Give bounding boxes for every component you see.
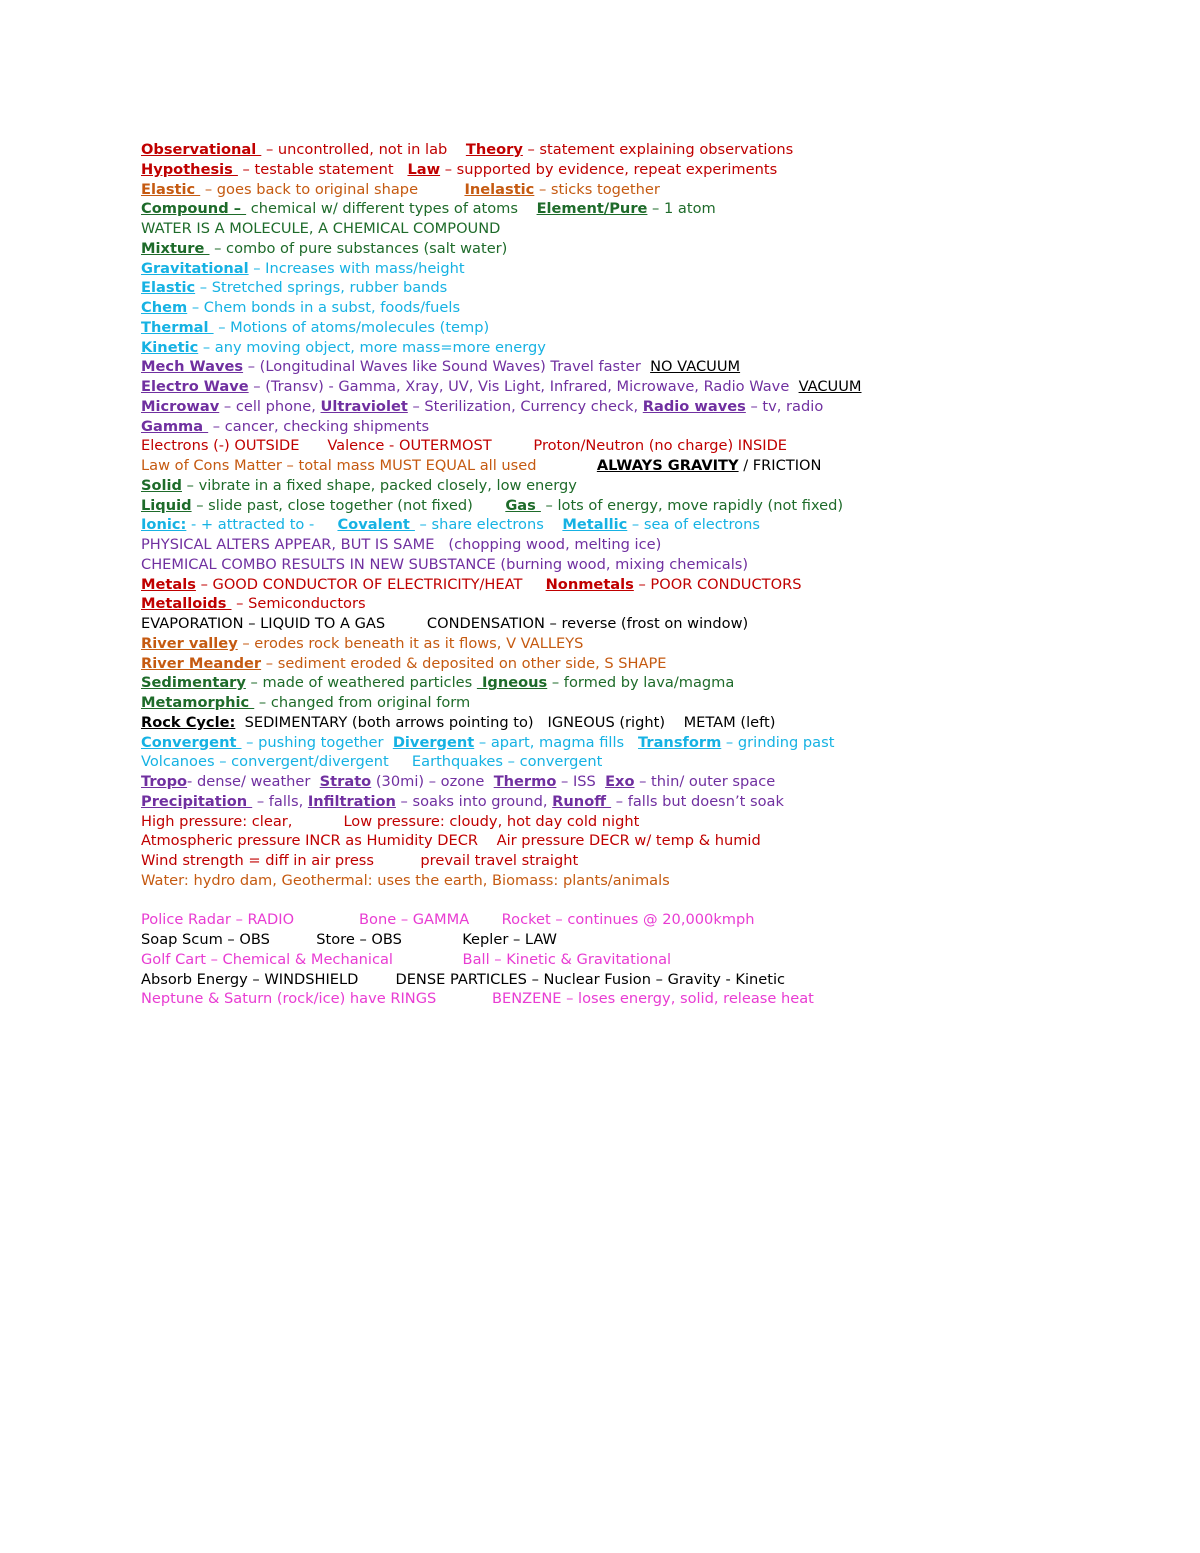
term-label: Metals: [141, 575, 196, 593]
note-line: [141, 476, 1141, 496]
note-text: Law of Cons Matter – total mass MUST EQUAL all used: [141, 457, 597, 474]
note-text: – Increases with mass/height: [248, 259, 465, 277]
term-label: Elastic: [141, 279, 196, 297]
note-text: – thin/ outer space: [634, 773, 776, 790]
note-line: [141, 772, 1141, 792]
term-label: Mixture: [141, 239, 210, 257]
note-line: [141, 752, 1141, 772]
note-text: WATER IS A MOLECULE, A CHEMICAL COMPOUND: [141, 220, 501, 237]
note-line: [141, 930, 1141, 950]
note-line: [141, 377, 1141, 397]
note-text: – GOOD CONDUCTOR OF ELECTRICITY/HEAT: [195, 575, 546, 593]
term-label: Electro Wave: [141, 378, 249, 395]
note-text: – (Longitudinal Waves like Sound Waves) Travel faster: [243, 358, 651, 376]
note-text: Police Radar – RADIO Bone – GAMMA Rocket – continues @ 20,000kmph: [141, 911, 755, 929]
term-label: Gravitational: [141, 259, 249, 277]
term-label: Convergent: [141, 733, 242, 751]
note-text: Absorb Energy – WINDSHIELD DENSE PARTICLES – Nuclear Fusion – Gravity - Kinetic: [141, 970, 786, 988]
term-label: Theory: [465, 141, 523, 158]
term-label: Compound –: [141, 200, 247, 218]
note-text: VACUUM: [798, 378, 862, 395]
note-text: – goes back to original shape: [200, 180, 465, 198]
note-text: – cell phone,: [219, 397, 321, 415]
term-label: Observational: [141, 141, 262, 158]
note-line: [141, 239, 1141, 259]
term-label: Nonmetals: [545, 575, 634, 593]
note-line: [141, 496, 1141, 516]
note-line: [141, 812, 1141, 832]
note-text: – (Transv) - Gamma, Xray, UV, Vis Light, Infrared, Microwave, Radio Wave: [248, 378, 799, 395]
term-label: Thermo: [493, 773, 557, 790]
note-text: – sediment eroded & deposited on other side, S SHAPE: [261, 654, 667, 672]
note-line: [141, 634, 1141, 654]
term-label: Metamorphic: [141, 694, 255, 711]
blank-line: [141, 891, 1141, 911]
term-label: River valley: [141, 634, 238, 652]
note-line: [141, 298, 1141, 318]
term-label: ALWAYS GRAVITY: [596, 457, 739, 474]
term-label: Sedimentary: [141, 674, 246, 692]
note-line: [141, 555, 1141, 575]
note-text: – Chem bonds in a subst, foods/fuels: [187, 299, 461, 316]
term-label: Precipitation: [141, 792, 253, 810]
note-text: (30mi) – ozone: [371, 773, 494, 790]
note-line: [141, 614, 1141, 634]
note-text: – Semiconductors: [231, 595, 366, 613]
note-text: Water: hydro dam, Geothermal: uses the earth, Biomass: plants/animals: [141, 871, 670, 889]
term-label: Strato: [319, 773, 372, 790]
note-text: NO VACUUM: [650, 358, 741, 376]
term-label: Ultraviolet: [320, 397, 408, 415]
note-text: – Sterilization, Currency check,: [407, 397, 643, 415]
term-label: Elastic: [141, 180, 201, 198]
note-text: – share electrons: [414, 516, 563, 534]
note-line: [141, 950, 1141, 970]
note-text: – falls but doesn’t soak: [611, 792, 784, 810]
note-text: – POOR CONDUCTORS: [633, 575, 802, 593]
note-line: [141, 851, 1141, 871]
note-line: [141, 397, 1141, 417]
note-text: Wind strength = diff in air press prevail travel straight: [141, 852, 579, 869]
note-line: [141, 673, 1141, 693]
note-line: [141, 575, 1141, 595]
note-line: [141, 180, 1141, 200]
term-label: Metallic: [562, 516, 628, 534]
note-text: – statement explaining observations: [522, 141, 794, 158]
term-label: Igneous: [476, 674, 548, 692]
term-label: Transform: [638, 733, 722, 751]
term-label: Kinetic: [141, 338, 199, 356]
note-text: / FRICTION: [738, 457, 822, 474]
note-text: – cancer, checking shipments: [208, 417, 430, 435]
term-label: Solid: [141, 476, 182, 494]
term-label: Exo: [605, 773, 635, 790]
note-text: PHYSICAL ALTERS APPEAR, BUT IS SAME (chopping wood, melting ice): [141, 536, 662, 553]
note-line: [141, 910, 1141, 930]
note-text: – soaks into ground,: [395, 792, 553, 810]
note-text: EVAPORATION – LIQUID TO A GAS CONDENSATION – reverse (frost on window): [141, 615, 749, 632]
note-line: [141, 733, 1141, 753]
note-line: [141, 594, 1141, 614]
note-text: – sticks together: [534, 180, 660, 198]
note-line: [141, 278, 1141, 298]
note-line: [141, 456, 1141, 476]
term-label: Thermal: [141, 318, 214, 336]
note-text: – sea of electrons: [627, 516, 760, 534]
note-line: [141, 792, 1141, 812]
term-label: Runoff: [552, 792, 612, 810]
note-line: [141, 970, 1141, 990]
note-text: Volcanoes – convergent/divergent Earthquakes – convergent: [141, 753, 603, 771]
note-text: – 1 atom: [647, 200, 716, 218]
note-line: [141, 318, 1141, 338]
note-text: chemical w/ different types of atoms: [246, 200, 537, 218]
term-label: Inelastic: [464, 180, 535, 198]
note-line: [141, 831, 1141, 851]
term-label: Gamma: [141, 417, 209, 435]
document-body: [141, 140, 1141, 1009]
note-text: – supported by evidence, repeat experiments: [440, 160, 778, 178]
note-line: [141, 871, 1141, 891]
term-label: Rock Cycle:: [141, 713, 236, 731]
term-label: Law: [407, 160, 441, 178]
note-text: Golf Cart – Chemical & Mechanical Ball – Kinetic & Gravitational: [141, 950, 672, 968]
note-text: – testable statement: [237, 160, 408, 178]
note-text: Neptune & Saturn (rock/ice) have RINGS BENZENE – loses energy, solid, release heat: [141, 990, 814, 1008]
note-line: [141, 140, 1141, 160]
note-line: [141, 219, 1141, 239]
term-label: Metalloids: [141, 595, 232, 613]
note-text: – changed from original form: [254, 694, 471, 711]
term-label: Microwav: [141, 397, 220, 415]
note-line: [141, 199, 1141, 219]
note-text: – Motions of atoms/molecules (temp): [213, 318, 490, 336]
note-text: – vibrate in a fixed shape, packed closely, low energy: [182, 476, 577, 494]
note-text: – pushing together: [241, 733, 393, 751]
term-label: Divergent: [392, 733, 475, 751]
note-text: - + attracted to -: [186, 516, 338, 534]
note-line: [141, 338, 1141, 358]
note-text: CHEMICAL COMBO RESULTS IN NEW SUBSTANCE (burning wood, mixing chemicals): [141, 555, 749, 573]
note-text: – uncontrolled, not in lab: [261, 141, 466, 158]
term-label: River Meander: [141, 654, 262, 672]
note-text: – Stretched springs, rubber bands: [195, 279, 448, 297]
note-text: – falls,: [252, 792, 308, 810]
term-label: Radio waves: [642, 397, 746, 415]
note-text: – tv, radio: [745, 397, 824, 415]
note-line: [141, 160, 1141, 180]
term-label: Liquid: [141, 496, 192, 514]
note-text: Electrons (-) OUTSIDE Valence - OUTERMOST Proton/Neutron (no charge) INSIDE: [141, 437, 788, 455]
note-line: [141, 417, 1141, 437]
note-line: [141, 693, 1141, 713]
term-label: Covalent: [337, 516, 415, 534]
note-text: SEDIMENTARY (both arrows pointing to) IGNEOUS (right) METAM (left): [235, 713, 776, 731]
note-line: [141, 535, 1141, 555]
note-line: [141, 713, 1141, 733]
note-text: – grinding past: [721, 733, 835, 751]
note-line: [141, 259, 1141, 279]
term-label: Infiltration: [307, 792, 396, 810]
term-label: Ionic:: [141, 516, 187, 534]
note-text: – erodes rock beneath it as it flows, V VALLEYS: [237, 634, 584, 652]
note-text: Soap Scum – OBS Store – OBS Kepler – LAW: [141, 931, 557, 948]
note-line: [141, 357, 1141, 377]
note-text: – ISS: [556, 773, 606, 790]
term-label: Mech Waves: [141, 358, 244, 376]
note-text: – formed by lava/magma: [547, 674, 735, 692]
term-label: Hypothesis: [141, 160, 238, 178]
note-line: [141, 515, 1141, 535]
note-line: [141, 436, 1141, 456]
note-text: Atmospheric pressure INCR as Humidity DECR Air pressure DECR w/ temp & humid: [141, 832, 761, 850]
note-line: [141, 989, 1141, 1009]
note-line: [141, 654, 1141, 674]
term-label: Element/Pure: [536, 200, 648, 218]
note-text: – combo of pure substances (salt water): [209, 239, 508, 257]
note-text: – any moving object, more mass=more energy: [198, 338, 546, 356]
note-text: High pressure: clear, Low pressure: cloudy, hot day cold night: [141, 812, 640, 830]
note-text: – slide past, close together (not fixed): [191, 496, 506, 514]
note-text: – made of weathered particles: [245, 674, 477, 692]
term-label: Chem: [141, 299, 188, 316]
note-text: - dense/ weather: [187, 773, 320, 790]
term-label: Gas: [505, 496, 541, 514]
note-text: – lots of energy, move rapidly (not fixed): [540, 496, 844, 514]
note-text: – apart, magma fills: [474, 733, 639, 751]
term-label: Tropo: [141, 773, 188, 790]
